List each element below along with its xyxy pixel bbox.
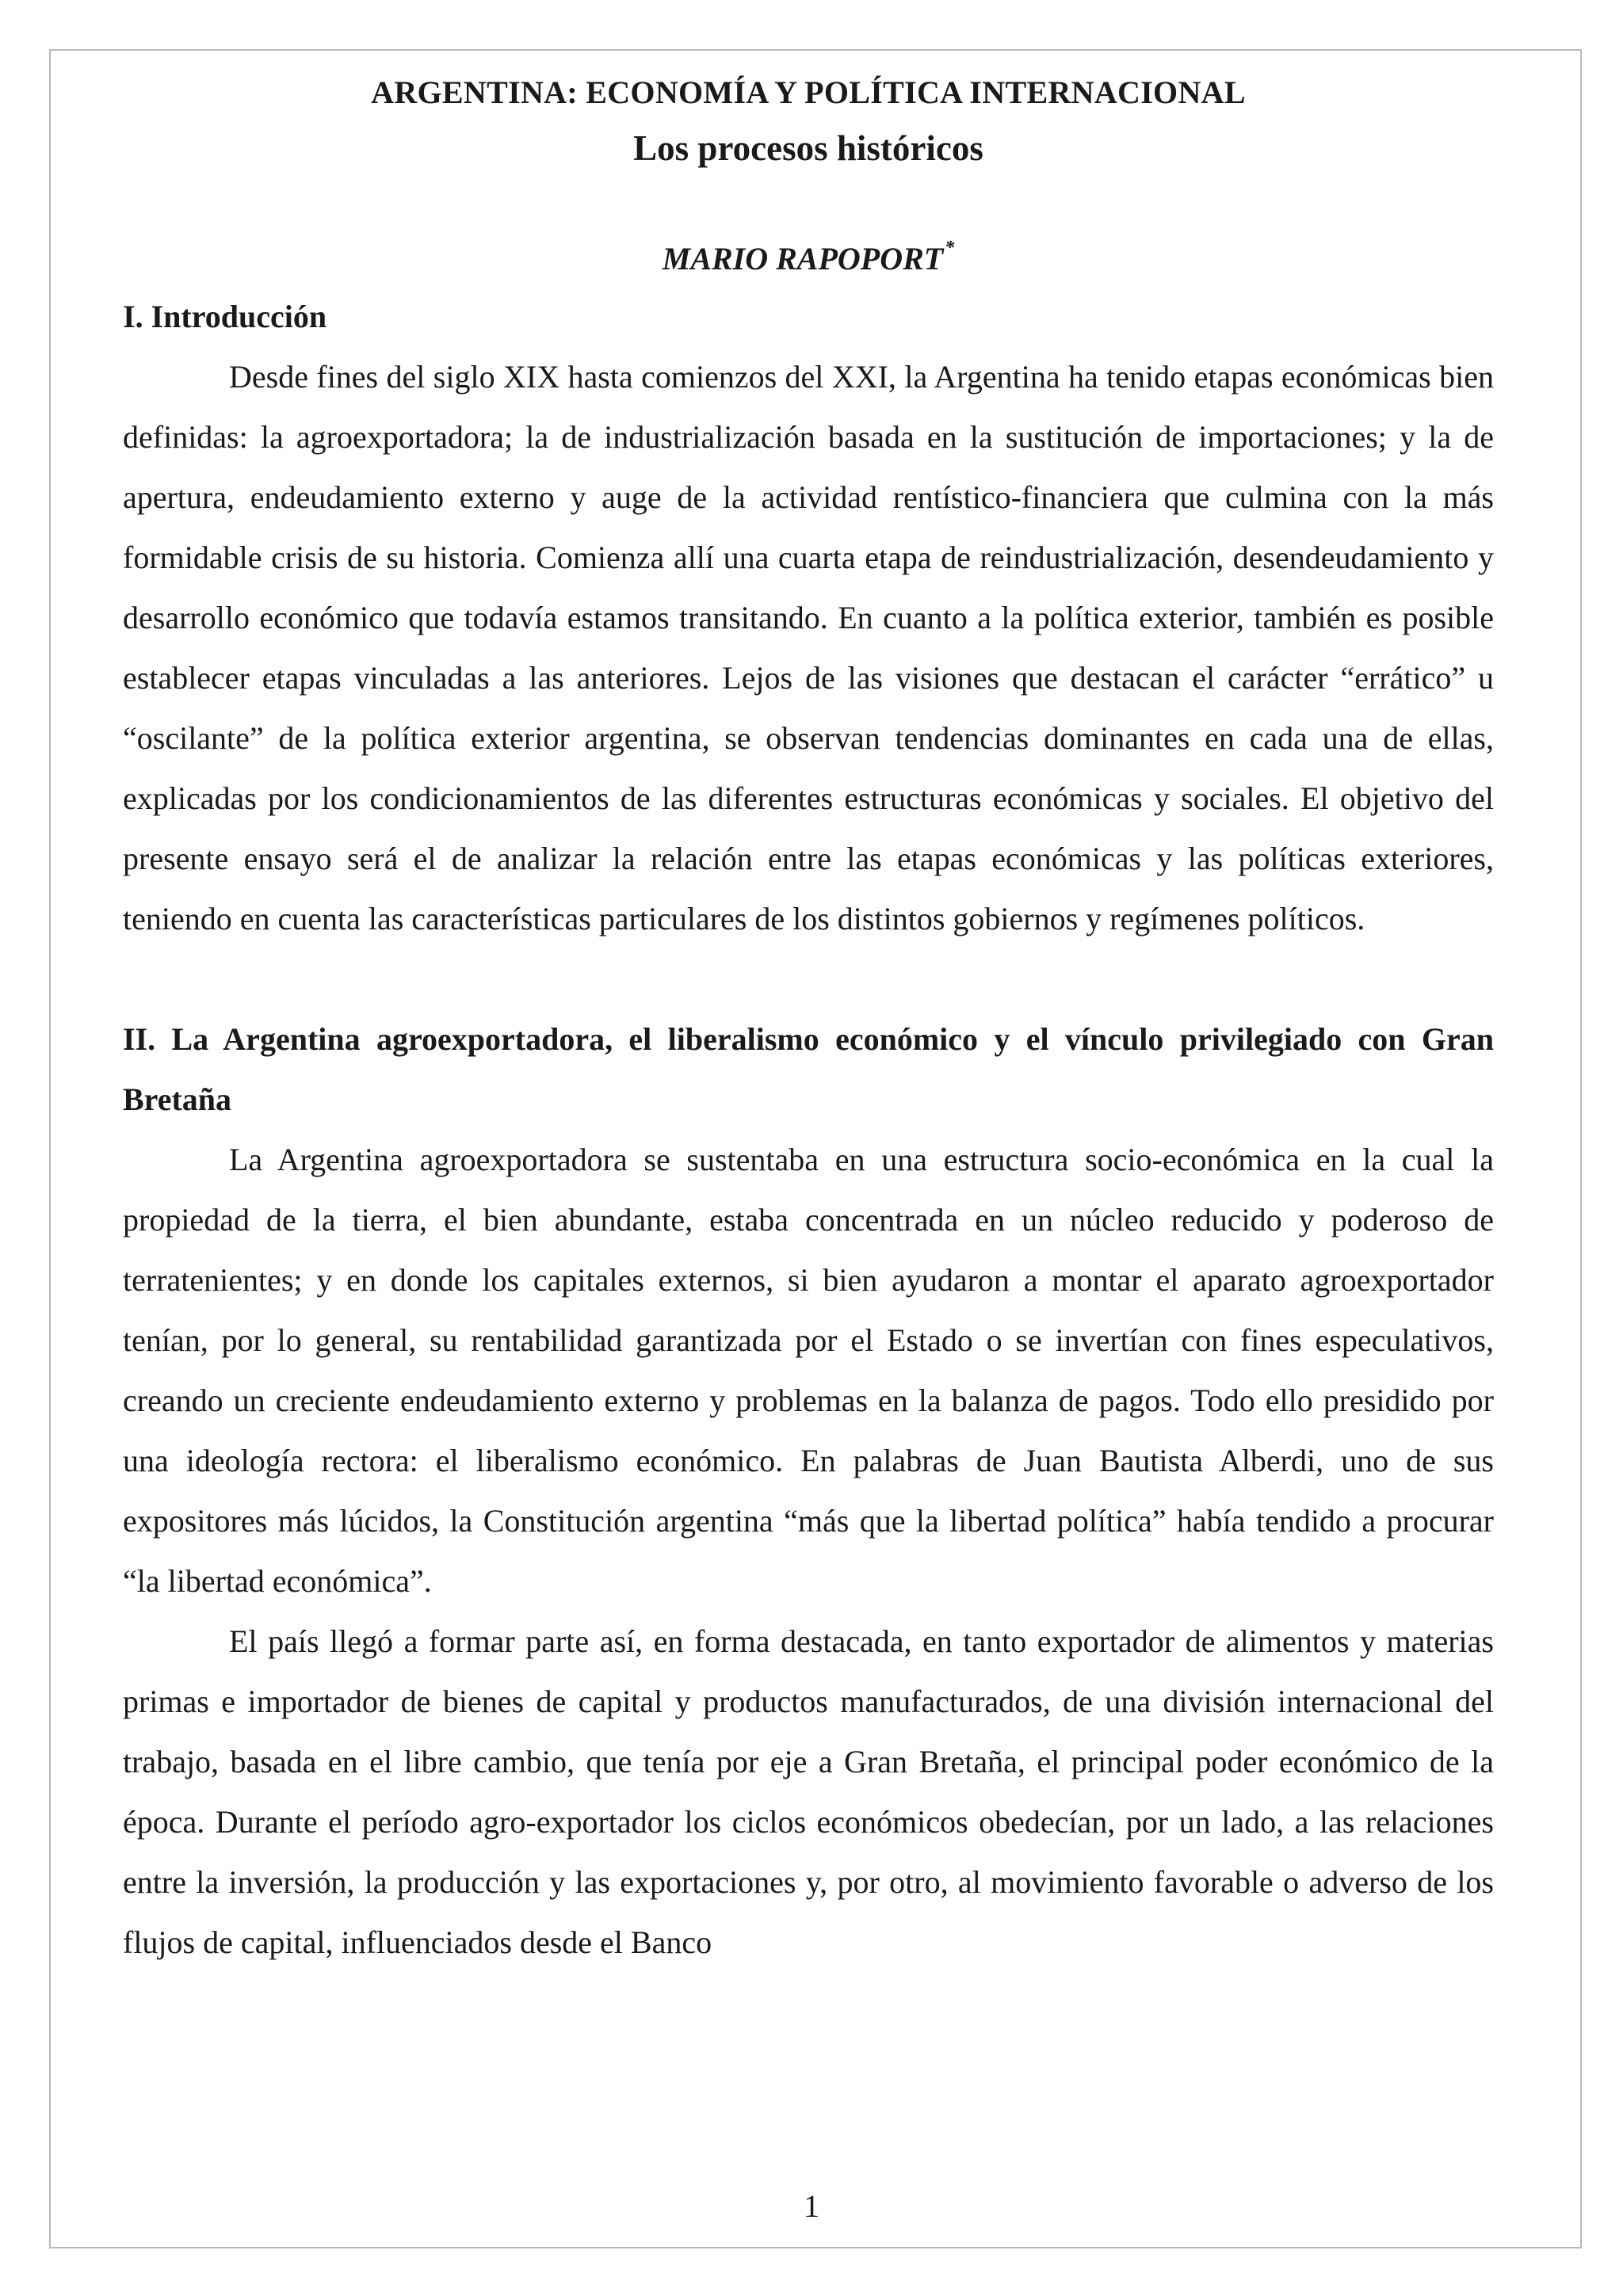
- document-subtitle: Los procesos históricos: [633, 128, 983, 168]
- paragraph: El país llegó a formar parte así, en forma destacada, en tanto exportador de alimentos y materias primas e importador de bienes de capital y productos manufacturados, de una división internacional del trabajo, basada en el libre cambio, que tenía por eje a Gran Bretaña, el principal poder económico de la época. Durante el período agro-exportador los ciclos económicos obedecían, por un lado, a las relaciones entre la inversión, la producción y las exportaciones y, por otro, al movimiento favorable o adverso de los flujos de capital, influenciados desde el Banco: [123, 1623, 1494, 1960]
- author-line: [123, 231, 1494, 287]
- section-heading-introduccion: I. Introducción: [123, 299, 327, 334]
- document-title: ARGENTINA: ECONOMÍA Y POLÍTICA INTERNACIONAL: [371, 74, 1246, 110]
- paragraph: Desde fines del siglo XIX hasta comienzos del XXI, la Argentina ha tenido etapas económicas bien definidas: la agroexportadora; la de industrialización basada en la sustitución de importaciones; y la de apertura, endeudamiento externo y auge de la actividad rentístico-financiera que culmina con la más formidable crisis de su historia. Comienza allí una cuarta etapa de reindustrialización, desendeudamiento y desarrollo económico que todavía estamos transitando. En cuanto a la política exterior, también es posible establecer etapas vinculadas a las anteriores. Lejos de las visiones que destacan el carácter “errático” u “oscilante” de la política exterior argentina, se observan tendencias dominantes en cada una de ellas, explicadas por los condicionamientos de las diferentes estructuras económicas y sociales. El objetivo del presente ensayo será el de analizar la relación entre las etapas económicas y las políticas exteriores, teniendo en cuenta las características particulares de los distintos gobiernos y regímenes políticos.: [123, 359, 1494, 936]
- document-body: [123, 65, 1494, 1973]
- author-name: MARIO RAPOPORT: [662, 241, 944, 277]
- author-footnote-mark: *: [945, 237, 955, 258]
- paragraph: La Argentina agroexportadora se sustentaba en una estructura socio-económica en la cual la propiedad de la tierra, el bien abundante, estaba concentrada en un núcleo reducido y poderoso de terratenientes; y en donde los capitales externos, si bien ayudaron a montar el aparato agroexportador tenían, por lo general, su rentabilidad garantizada por el Estado o se invertían con fines especulativos, creando un creciente endeudamiento externo y problemas en la balanza de pagos. Todo ello presidido por una ideología rectora: el liberalismo económico. En palabras de Juan Bautista Alberdi, uno de sus expositores más lúcidos, la Constitución argentina “más que la libertad política” había tendido a procurar “la libertad económica”.: [123, 1142, 1494, 1599]
- page-number: 1: [804, 2188, 819, 2224]
- section-heading-agroexportadora: II. La Argentina agroexportadora, el liberalismo económico y el vínculo privilegiado con Gran Bretaña: [123, 1021, 1494, 1117]
